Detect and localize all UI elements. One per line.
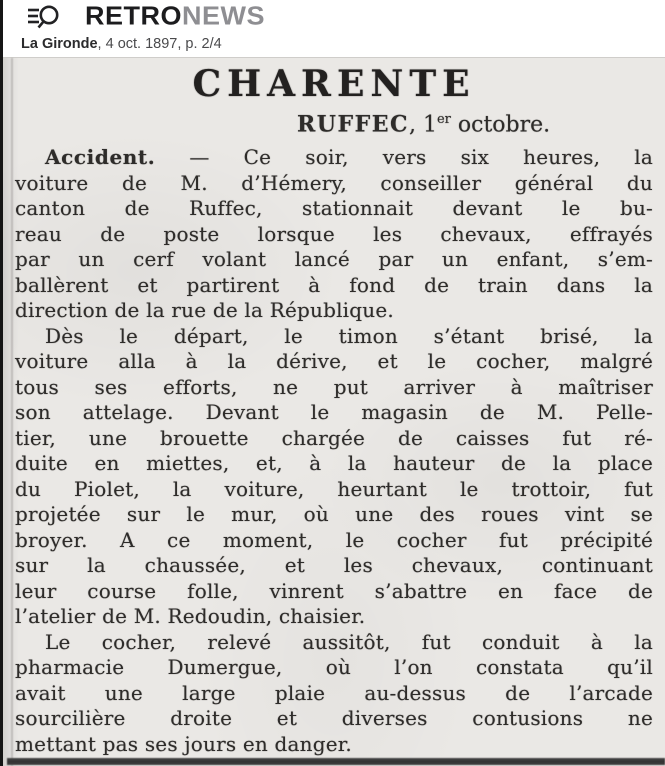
search-list-icon[interactable] bbox=[25, 3, 63, 33]
viewer-header bbox=[3, 0, 665, 57]
article-line: broyer. A ce moment, le cocher fut précipité bbox=[15, 527, 653, 552]
source-meta: , 4 oct. 1897, p. 2/4 bbox=[97, 36, 222, 52]
article-line: direction de la rue de la République. bbox=[15, 298, 394, 323]
article-line: duite en miettes, et, à la hauteur de la place bbox=[15, 451, 653, 476]
article-line: canton de Ruffec, stationnait devant le bu- bbox=[15, 196, 653, 221]
article-line: ballèrent et partirent à fond de train dans la bbox=[15, 272, 653, 297]
article-line: avait une large plaie au-dessus de l’arcade bbox=[15, 680, 653, 705]
logo-news-text: NEWS bbox=[182, 1, 265, 31]
retronews-logo[interactable] bbox=[85, 2, 265, 32]
article-line: voiture de M. d’Hémery, conseiller général du bbox=[15, 170, 653, 195]
article-paragraphs bbox=[15, 145, 653, 757]
article-line: reau de poste lorsque les chevaux, effrayés bbox=[15, 221, 653, 246]
logo-retro-text: RETRO bbox=[85, 1, 182, 31]
article-paragraph bbox=[15, 324, 653, 630]
paragraph-lead: Accident. bbox=[45, 145, 156, 170]
article-line: pharmacie Dumergue, où l’on constata qu’il bbox=[15, 655, 653, 680]
article-line: mettant pas ses jours en danger. bbox=[15, 731, 352, 756]
source-breadcrumb bbox=[21, 36, 222, 52]
column-rule bbox=[11, 58, 13, 766]
source-title: La Gironde bbox=[21, 36, 98, 52]
bottom-printed-rule bbox=[7, 758, 665, 765]
article-line: leur course folle, vinrent s’abattre en face de bbox=[15, 578, 653, 603]
article-paragraph bbox=[15, 145, 653, 324]
article-dateline bbox=[15, 105, 653, 140]
dateline-post: octobre. bbox=[450, 112, 551, 138]
article-line: son attelage. Devant le magasin de M. Pelle- bbox=[15, 400, 653, 425]
article-line: tous ses efforts, ne put arriver à maîtriser bbox=[15, 374, 653, 399]
newspaper-page-region[interactable] bbox=[3, 57, 665, 766]
article-section-title: CHARENTE bbox=[192, 63, 476, 105]
article-line: Accident. — Ce soir, vers six heures, la bbox=[45, 145, 653, 170]
article-line: Dès le départ, le timon s’étant brisé, la bbox=[45, 323, 653, 348]
article-line: sur la chaussée, et les chevaux, continuant bbox=[15, 553, 653, 578]
article-line: du Piolet, la voiture, heurtant le trottoir, fut bbox=[15, 476, 653, 501]
left-edge-rule bbox=[0, 0, 3, 766]
dateline-pre: , 1 bbox=[409, 112, 437, 138]
dateline-superscript: er bbox=[436, 112, 451, 127]
article-line: voiture alla à la dérive, et le cocher, malgré bbox=[15, 349, 653, 374]
dateline-place: RUFFEC bbox=[297, 111, 409, 138]
article-line: sourcilière droite et diverses contusions ne bbox=[15, 706, 653, 731]
article-line: tier, une brouette chargée de caisses fut ré- bbox=[15, 425, 653, 450]
article-paragraph bbox=[15, 630, 653, 758]
article bbox=[15, 58, 653, 757]
article-line: l’atelier de M. Redoudin, chaisier. bbox=[15, 604, 366, 629]
article-line: par un cerf volant lancé par un enfant, s’em- bbox=[15, 247, 653, 272]
article-line: projetée sur le mur, où une des roues vint se bbox=[15, 502, 653, 527]
article-line: Le cocher, relevé aussitôt, fut conduit à la bbox=[45, 629, 653, 654]
